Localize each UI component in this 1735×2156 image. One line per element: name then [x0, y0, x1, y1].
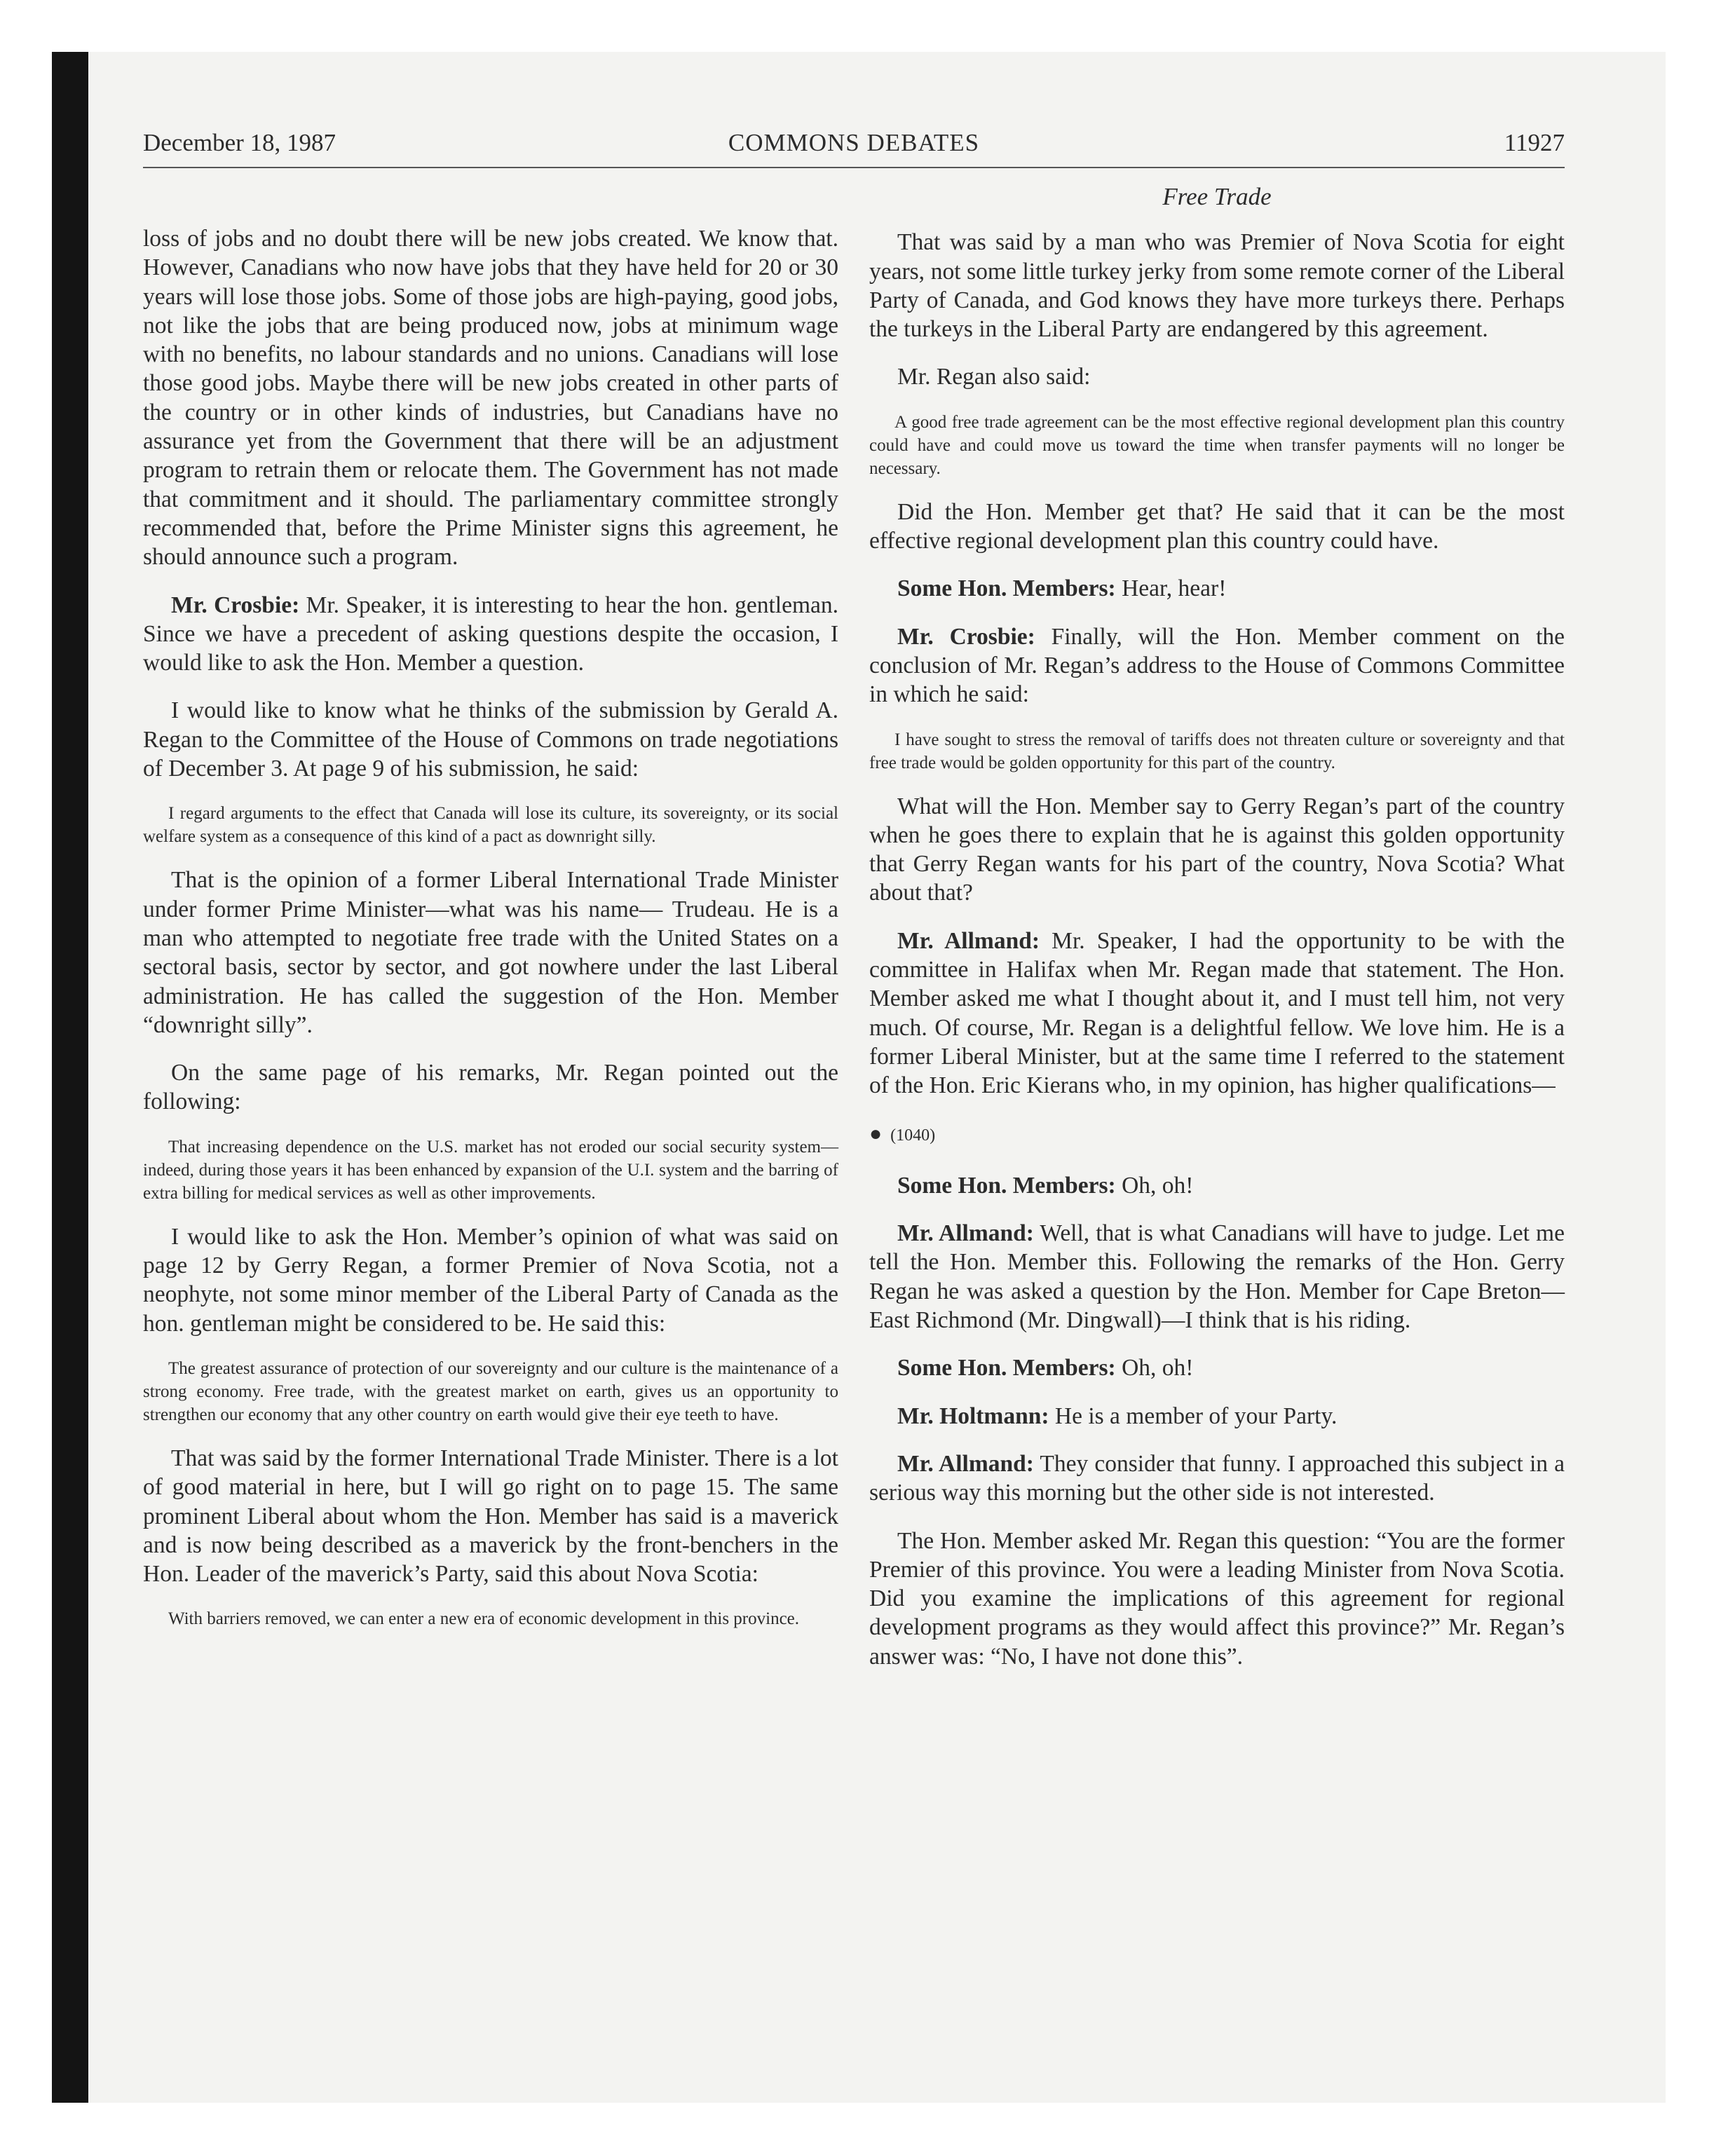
paragraph: Mr. Regan also said:	[897, 364, 1091, 390]
speech-paragraph	[869, 1219, 1565, 1335]
speech-text: They consider that funny. I approached this subject in a serious way this morning but the other side is not interested.	[869, 1450, 1565, 1506]
speech-text: Mr. Speaker, I had the opportunity to be with the committee in Halifax when Mr. Regan made that statement. The Hon. Member asked me what I thought about it, and I must tell him, not very much. Of course, Mr. Regan is a delightful fellow. We love him. He is a former Liberal Minister, but at the same time I referred to the statement of the Hon. Eric Kierans who, in my opinion, has higher qualifications—	[869, 927, 1565, 1099]
speech-text: Finally, will the Hon. Member comment on the conclusion of Mr. Regan’s address to the House of Commons Committee in which he said:	[869, 623, 1565, 708]
speech-paragraph	[869, 1449, 1565, 1508]
block-quote: The greatest assurance of protection of our sovereignty and our culture is the maintenance of a strong economy. Free trade, with the greatest market on earth, gives us an opportunity to strengthen our economy that any other country on earth would give their eye teeth to have.	[143, 1358, 838, 1424]
block-quote: With barriers removed, we can enter a new era of economic development in this province.	[168, 1609, 800, 1629]
speech-text: Hear, hear!	[1115, 575, 1227, 602]
binding-edge	[52, 52, 88, 2103]
speaker-name: Mr. Crosbie:	[897, 623, 1035, 650]
paragraph: I would like to know what he thinks of the submission by Gerald A. Regan to the Committee of the House of Commons on trade negotiations of December 3. At page 9 of his submission, he said:	[143, 697, 838, 782]
speaker-name: Some Hon. Members:	[897, 1355, 1116, 1381]
bullet-icon: ●	[869, 1121, 883, 1145]
speech-text: Oh, oh!	[1115, 1172, 1194, 1199]
speech-paragraph	[143, 591, 838, 678]
speaker-name: Mr. Holtmann:	[897, 1403, 1049, 1429]
header-page-number: 11927	[1504, 129, 1565, 156]
speaker-name: Some Hon. Members:	[897, 1172, 1116, 1199]
speaker-name: Mr. Allmand:	[897, 1450, 1034, 1477]
header-title: COMMONS DEBATES	[728, 129, 980, 156]
speaker-name: Mr. Crosbie:	[171, 592, 300, 618]
paragraph: I would like to ask the Hon. Member’s opinion of what was said on page 12 by Gerry Regan, a former Premier of Nova Scotia, not a neophyte, not some minor member of the Liberal Party of Canada as the hon. gentleman might be considered to be. He said this:	[143, 1223, 838, 1337]
paragraph: On the same page of his remarks, Mr. Regan pointed out the following:	[143, 1060, 838, 1115]
header-date: December 18, 1987	[143, 129, 336, 156]
speech-paragraph	[869, 1353, 1565, 1382]
right-column	[869, 182, 1565, 1690]
left-column	[143, 224, 838, 1648]
time-marker-label: (1040)	[890, 1126, 936, 1145]
section-title: Free Trade	[1162, 183, 1272, 210]
speech-text: Oh, oh!	[1115, 1355, 1194, 1381]
speech-paragraph	[869, 1171, 1565, 1200]
paragraph: loss of jobs and no doubt there will be new jobs created. We know that. However, Canadians who now have jobs that they have held for 20 or 30 years will lose those jobs. Some of those jobs are high-paying, good jobs, not like the jobs that are being produced now, jobs at minimum wage with no benefits, no labour standards and no unions. Canadians will lose those good jobs. Maybe there will be new jobs created in other parts of the country or in other kinds of industries, but Canadians have no assurance yet from the Government that there will be an adjustment program to retrain them or relocate them. The Government has not made that commitment and it should. The parliamentary committee strongly recommended that, before the Prime Minister signs this agreement, he should announce such a program.	[143, 226, 838, 571]
speech-paragraph	[869, 622, 1565, 709]
speech-text: He is a member of your Party.	[1049, 1403, 1338, 1429]
block-quote: That increasing dependence on the U.S. market has not eroded our social security system—indeed, during those years it has been enhanced by expansion of the U.I. system and the barring of extra billing for medical services as well as other improvements.	[143, 1137, 838, 1203]
speech-paragraph	[869, 927, 1565, 1100]
block-quote: I have sought to stress the removal of tariffs does not threaten culture or sovereignty and that free trade would be golden opportunity for this part of the country.	[869, 730, 1565, 772]
paragraph: The Hon. Member asked Mr. Regan this question: “You are the former Premier of this province. You were a leading Minister from Nova Scotia. Did you examine the implications of this agreement for regional development programs as they would affect this province?” Mr. Regan’s answer was: “No, I have not done this”.	[869, 1527, 1565, 1670]
speech-paragraph	[869, 1402, 1565, 1431]
speaker-name: Some Hon. Members:	[897, 575, 1116, 602]
block-quote: I regard arguments to the effect that Canada will lose its culture, its sovereignty, or its social welfare system as a consequence of this kind of a pact as downright silly.	[143, 804, 838, 847]
speech-text: Mr. Speaker, it is interesting to hear the hon. gentleman. Since we have a precedent of asking questions despite the occasion, I would like to ask the Hon. Member a question.	[143, 592, 839, 676]
speech-text: Well, that is what Canadians will have to judge. Let me tell the Hon. Member this. Following the remarks of the Hon. Gerry Regan he was asked a question by the Hon. Member for Cape Breton—East Richmond (Mr. Dingwall)—I think that is his riding.	[869, 1220, 1565, 1334]
paragraph: That is the opinion of a former Liberal International Trade Minister under former Prime Minister—what was his name— Trudeau. He is a man who attempted to negotiate free trade with the United States on a sectoral basis, sector by sector, and got nowhere under the last Liberal administration. He has called the suggestion of the Hon. Member “downright silly”.	[143, 867, 838, 1038]
page-header	[143, 129, 1565, 168]
block-quote: A good free trade agreement can be the most effective regional development plan this country could have and could move us toward the time when transfer payments will no longer be necessary.	[869, 412, 1565, 478]
paragraph: That was said by a man who was Premier of Nova Scotia for eight years, not some little turkey jerky from some remote corner of the Liberal Party of Canada, and God knows they have more turkeys there. Perhaps the turkeys in the Liberal Party are endangered by this agreement.	[869, 229, 1565, 343]
speaker-name: Mr. Allmand:	[897, 927, 1040, 954]
time-marker	[869, 1119, 1565, 1150]
speaker-name: Mr. Allmand:	[897, 1220, 1034, 1247]
paragraph: What will the Hon. Member say to Gerry Regan’s part of the country when he goes there to explain that he is against this golden opportunity that Gerry Regan wants for his part of the country, Nova Scotia? What about that?	[869, 793, 1565, 906]
paragraph: That was said by the former International Trade Minister. There is a lot of good material in here, but I will go right on to page 15. The same prominent Liberal about whom the Hon. Member has said is a maverick and is now being described as a maverick by the front-benchers in the Hon. Leader of the maverick’s Party, said this about Nova Scotia:	[143, 1445, 838, 1588]
paragraph: Did the Hon. Member get that? He said that it can be the most effective regional development plan this country could have.	[869, 498, 1565, 554]
speech-paragraph	[869, 574, 1565, 603]
